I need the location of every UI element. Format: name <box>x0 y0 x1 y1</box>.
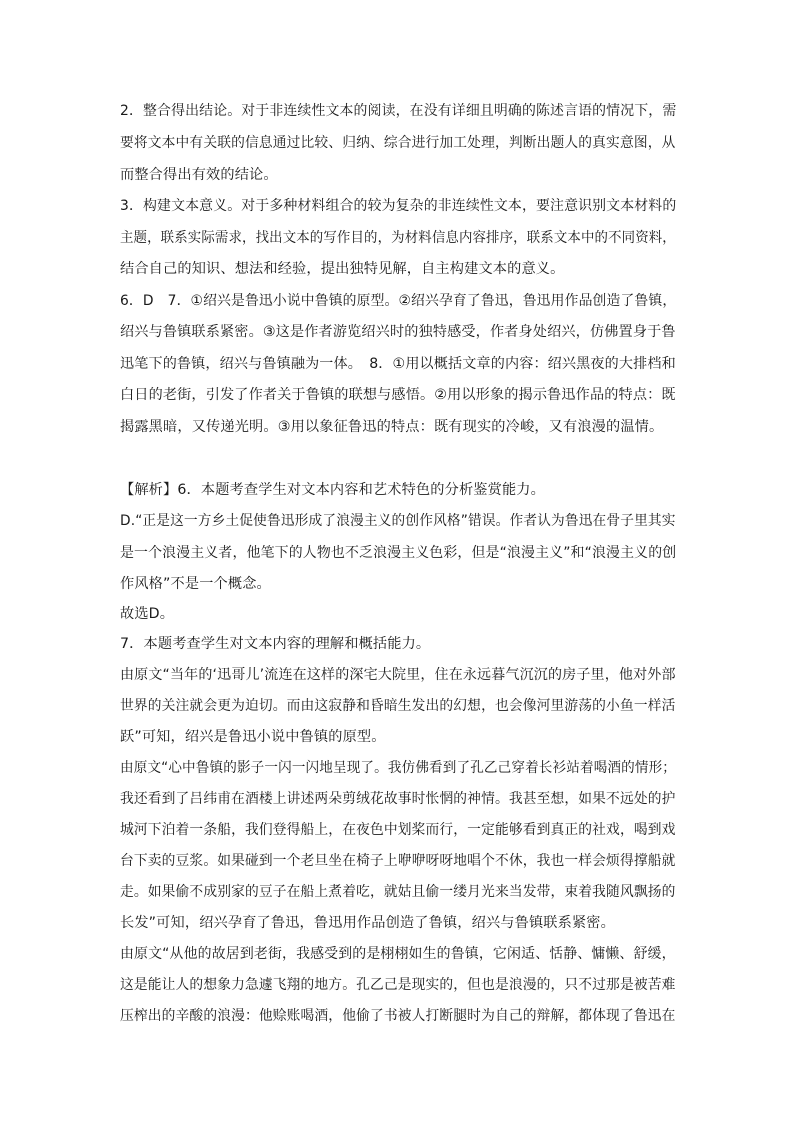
text-line: 压榨出的辛酸的浪漫：他赊账喝酒，他偷了书被人打断腿时为自己的辩解，都体现了鲁迅在 <box>120 1008 676 1024</box>
text-line: 绍兴与鲁镇联系紧密。③这是作者游览绍兴时的独特感受，作者身处绍兴，仿佛置身于鲁 <box>120 324 676 340</box>
text-line: 台下卖的豆浆。如果碰到一个老旦坐在椅子上咿咿呀呀地唱个不休，我也一样会烦得撑船就 <box>120 853 676 869</box>
text-line: 6．D 7．①绍兴是鲁迅小说中鲁镇的原型。②绍兴孕育了鲁迅，鲁迅用作品创造了鲁镇， <box>120 293 677 309</box>
text-line: 走。如果偷不成别家的豆子在船上煮着吃，就姑且偷一缕月光来当发带，束着我随风飘扬的 <box>120 884 676 900</box>
text-line: 这是能让人的想象力急遽飞翔的地方。孔乙己是现实的，但也是浪漫的，只不过那是被苦难 <box>120 977 676 993</box>
text-line: 由原文“心中鲁镇的影子一闪一闪地呈现了。我仿佛看到了孔乙己穿着长衫站着喝酒的情形； <box>120 760 677 776</box>
text-line: 故选D。 <box>120 606 175 622</box>
text-line: 主题，联系实际需求，找出文本的写作目的，为材料信息内容排序，联系文本中的不同资料， <box>120 230 676 246</box>
text-line: 【解析】6．本题考查学生对文本内容和艺术特色的分析鉴赏能力。 <box>120 482 545 498</box>
text-line: 2．整合得出结论。对于非连续性文本的阅读，在没有详细且明确的陈述言语的情况下，需 <box>120 103 677 119</box>
text-line: 我还看到了吕纬甫在酒楼上讲述两朵剪绒花故事时怅惘的神情。我甚至想，如果不远处的护 <box>120 791 676 807</box>
text-line: 由原文“从他的故居到老街，我感受到的是栩栩如生的鲁镇，它闲适、恬静、慵懒、舒缓， <box>120 946 676 962</box>
text-line: 世界的关注就会更为迫切。而由这寂静和昏暗生发出的幻想，也会像河里游荡的小鱼一样活 <box>120 698 676 714</box>
text-line: 3．构建文本意义。对于多种材料组合的较为复杂的非连续性文本，要注意识别文本材料的 <box>120 198 677 214</box>
text-line: 7．本题考查学生对文本内容的理解和概括能力。 <box>120 636 431 652</box>
text-line: 是一个浪漫主义者，他笔下的人物也不乏浪漫主义色彩，但是“浪漫主义”和“浪漫主义的创 <box>120 545 677 561</box>
text-line: 白日的老街，引发了作者关于鲁镇的联想与感悟。②用以形象的揭示鲁迅作品的特点：既 <box>120 387 676 403</box>
text-line: 长发”可知，绍兴孕育了鲁迅，鲁迅用作品创造了鲁镇，绍兴与鲁镇联系紧密。 <box>120 915 615 931</box>
text-line: 由原文“当年的‘迅哥儿’流连在这样的深宅大院里，住在永远暮气沉沉的房子里，他对外部 <box>120 667 676 683</box>
text-line: 跃”可知，绍兴是鲁迅小说中鲁镇的原型。 <box>120 729 386 745</box>
text-line: 结合自己的知识、想法和经验，提出独特见解，自主构建文本的意义。 <box>120 261 565 277</box>
text-line: 而整合得出有效的结论。 <box>120 167 278 183</box>
text-line: D.“正是这一方乡土促使鲁迅形成了浪漫主义的创作风格”错误。作者认为鲁迅在骨子里其实 <box>120 513 676 529</box>
text-line: 城河下泊着一条船，我们登得船上，在夜色中划桨而行，一定能够看到真正的社戏，喝到戏 <box>120 822 676 838</box>
text-line: 要将文本中有关联的信息通过比较、归纳、综合进行加工处理，判断出题人的真实意图，从 <box>120 135 676 151</box>
text-line: 迅笔下的鲁镇，绍兴与鲁镇融为一体。 8．①用以概括文章的内容：绍兴黑夜的大排档和 <box>120 356 676 372</box>
text-line: 作风格”不是一个概念。 <box>120 576 271 592</box>
text-line: 揭露黑暗，又传递光明。③用以象征鲁迅的特点：既有现实的冷峻，又有浪漫的温情。 <box>120 419 664 435</box>
